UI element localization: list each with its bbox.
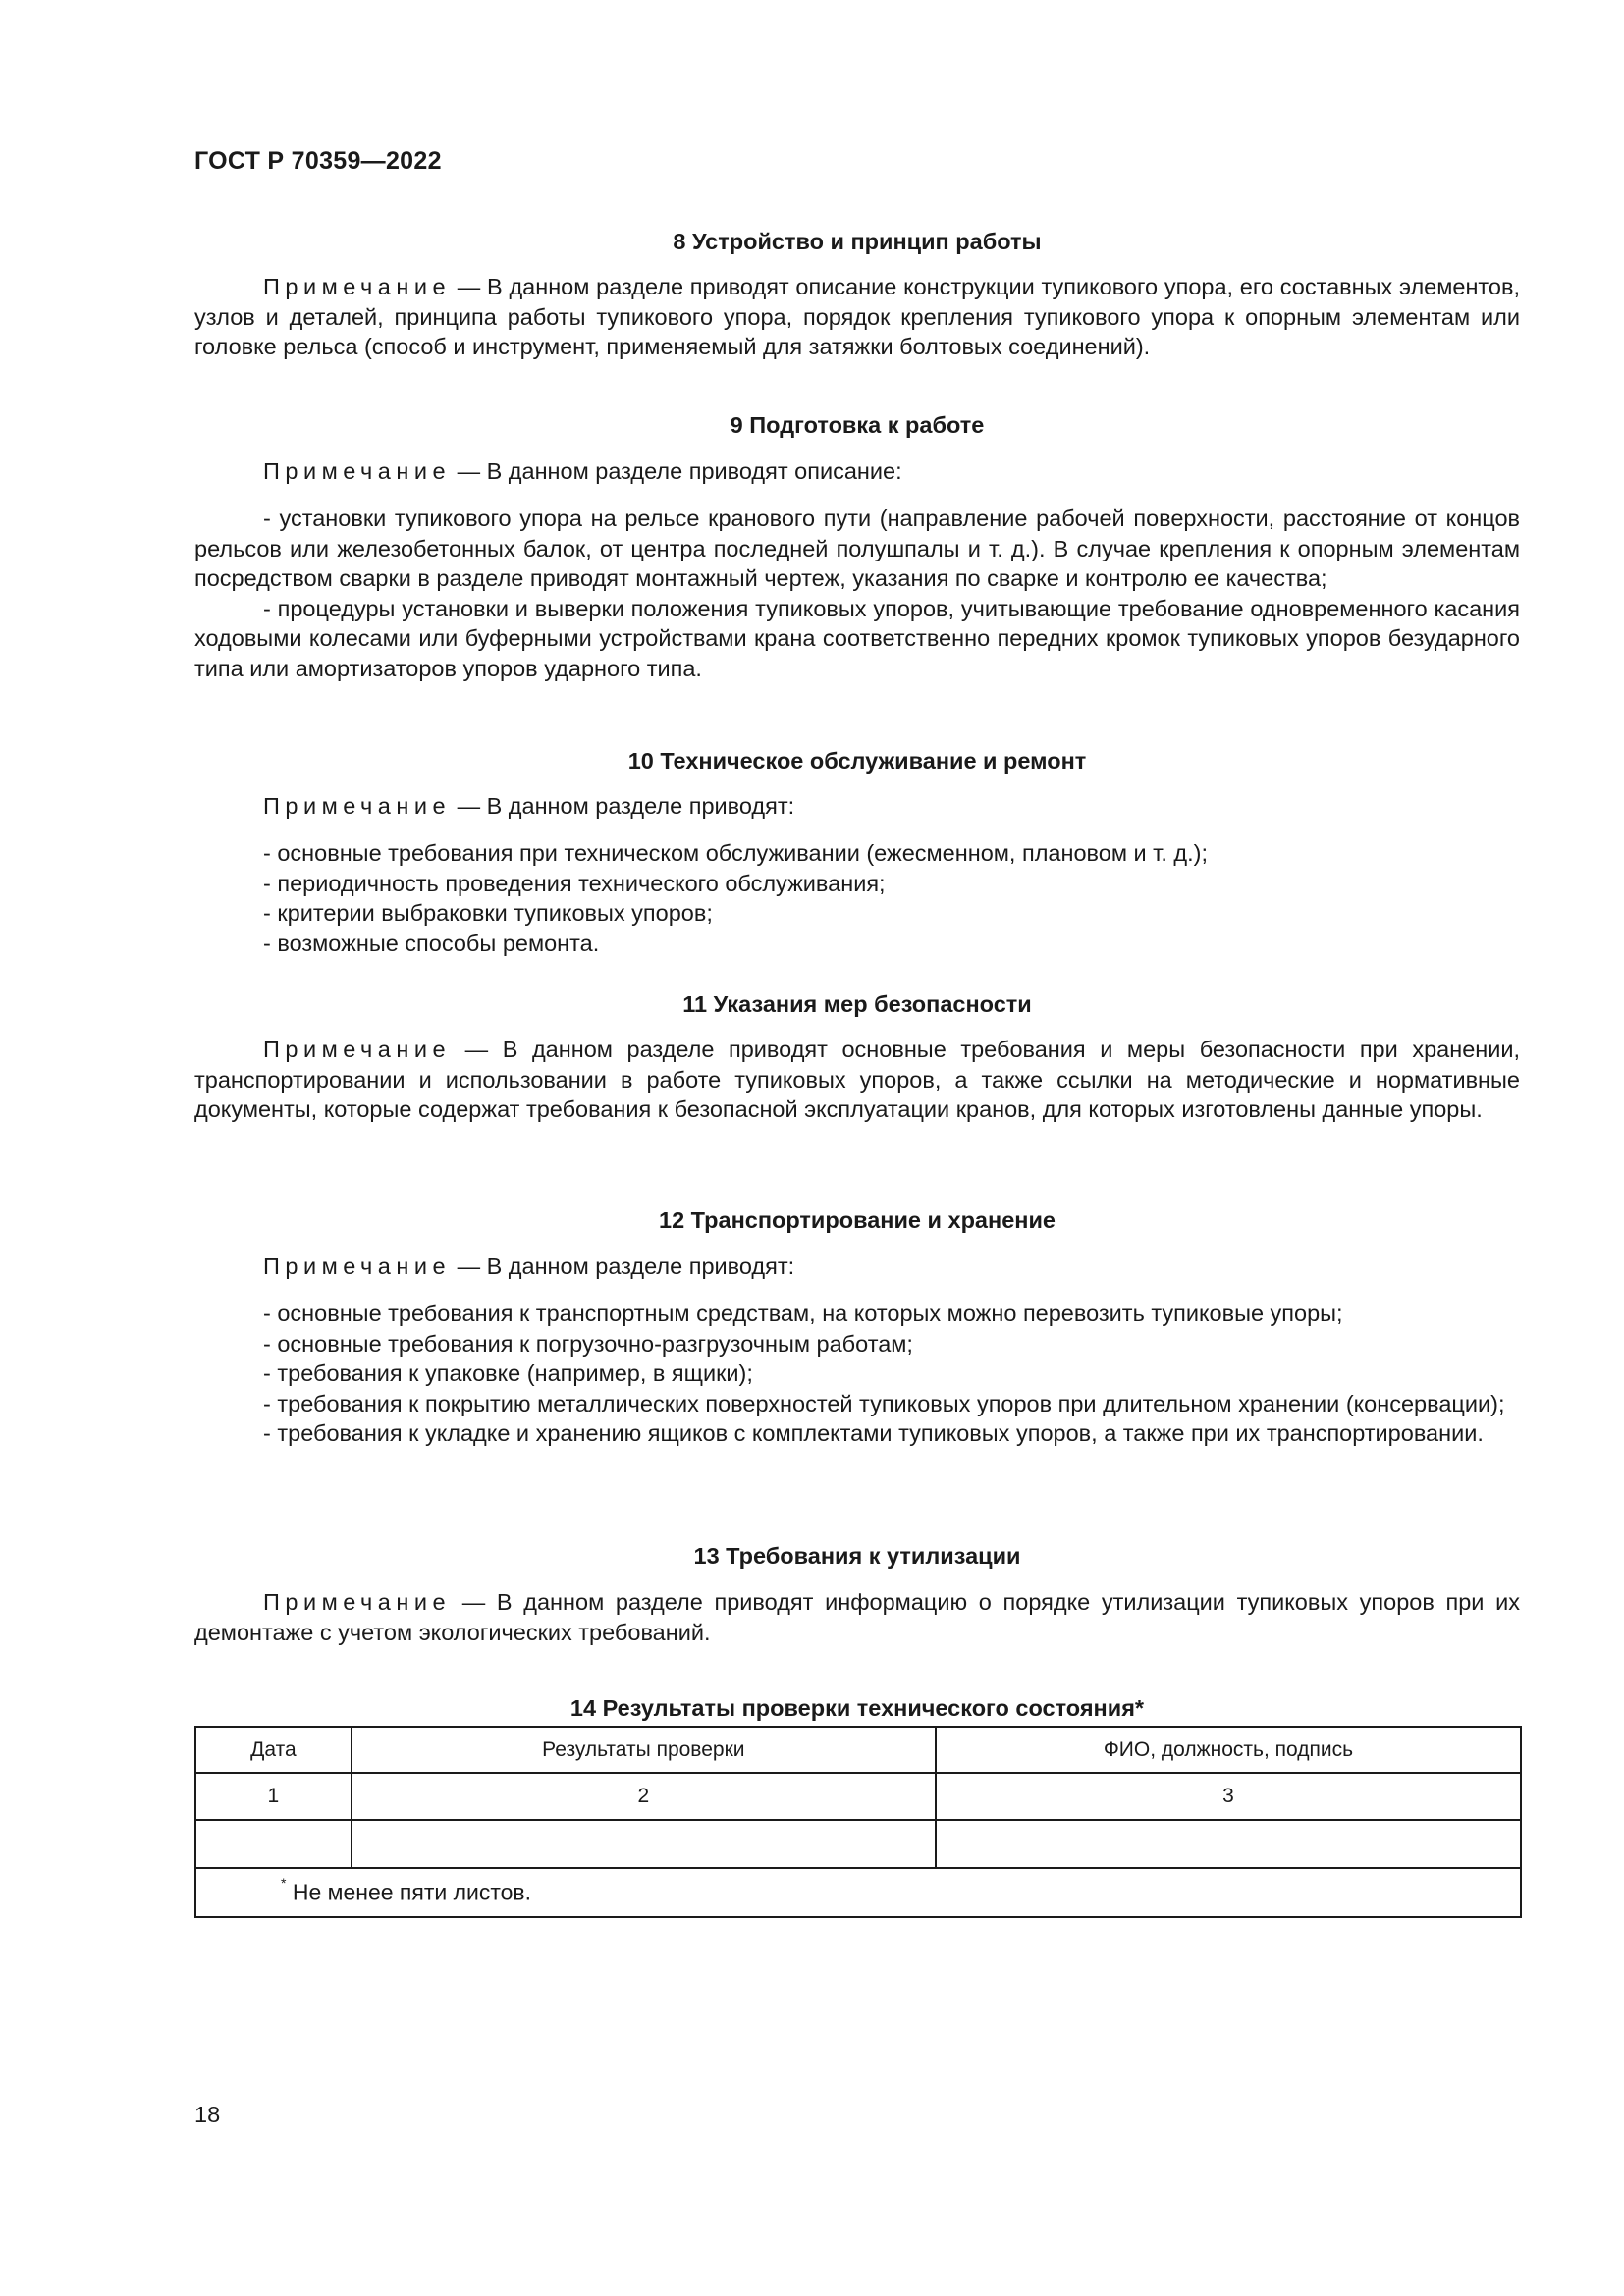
note-text: В данном разделе приводят основные требования и меры безопасности при хранении, транспортировании и использовании в работе тупиковых упоров, а также ссылки на методические и нормативные документы, которые содержат требования к безопасной эксплуатации кранов, для которых изготовлены данные упоры. <box>194 1037 1521 1122</box>
note-label: Примечание <box>263 274 452 299</box>
column-number: 3 <box>936 1773 1521 1820</box>
list-item: - основные требования при техническом обслуживании (ежесменном, плановом и т. д.); <box>263 840 1208 866</box>
note-label: Примечание <box>263 458 452 484</box>
list-item: - требования к покрытию металлических поверхностей тупиковых упоров при длительном хранении (консервации); <box>263 1390 1505 1416</box>
list-item: - требования к укладке и хранению ящиков с комплектами тупиковых упоров, а также при их транспортировании. <box>263 1420 1484 1446</box>
section-10-list <box>194 838 1520 958</box>
table-footnote-row <box>195 1868 1521 1917</box>
list-item: - критерии выбраковки тупиковых упоров; <box>263 900 713 926</box>
column-number: 1 <box>195 1773 352 1820</box>
table-cell <box>352 1820 936 1868</box>
page-number: 18 <box>194 2102 221 2127</box>
note-text: В данном разделе приводят информацию о порядке утилизации тупиковых упоров при их демонтаже с учетом экологических требований. <box>194 1589 1520 1645</box>
table-footnote <box>195 1868 1521 1917</box>
note-text: В данном разделе приводят: <box>486 1254 795 1279</box>
column-header: Результаты проверки <box>352 1727 936 1773</box>
list-item: - установки тупикового упора на рельсе кранового пути (направление рабочей поверхности, расстояние от концов рельсов или железобетонных балок, от центра последней полушпалы и т. д.). В случае крепления к опорным элементам посредством сварки в разделе приводят монтажный чертеж, указания по сварке и контролю ее качества; <box>194 506 1520 591</box>
note-label: Примечание <box>263 793 452 819</box>
column-number: 2 <box>352 1773 936 1820</box>
section-8-note <box>194 272 1520 362</box>
results-table <box>194 1726 1522 1918</box>
note-dash: — <box>457 793 481 819</box>
table-cell <box>936 1820 1521 1868</box>
list-item: - процедуры установки и выверки положения тупиковых упоров, учитывающие требование одновременного касания ходовыми колесами или буферными устройствами крана соответственно передних кромок тупиковых упоров безударного типа или амортизаторов упоров ударного типа. <box>194 595 1520 681</box>
table-cell <box>195 1820 352 1868</box>
list-item: - возможные способы ремонта. <box>263 930 600 956</box>
document-code: ГОСТ Р 70359—2022 <box>194 147 442 175</box>
section-10-note <box>194 791 1520 822</box>
section-13-title: 13 Требования к утилизации <box>693 1543 1021 1569</box>
list-item: - основные требования к транспортным средствам, на которых можно перевозить тупиковые упоры; <box>263 1301 1343 1326</box>
note-label: Примечание <box>263 1589 452 1615</box>
list-item: - основные требования к погрузочно-разгрузочным работам; <box>263 1330 913 1357</box>
table-row <box>195 1820 1521 1868</box>
section-10-title: 10 Техническое обслуживание и ремонт <box>627 748 1087 774</box>
note-text: В данном разделе приводят: <box>486 793 795 819</box>
section-9-list <box>194 504 1520 683</box>
table-header-row <box>195 1727 1521 1773</box>
note-text: В данном разделе приводят описание конструкции тупикового упора, его составных элементов, узлов и деталей, принципа работы тупикового упора, порядок крепления тупикового упора к опорным элементам или головке рельса (способ и инструмент, применяемый для затяжки болтовых соединений). <box>194 274 1521 359</box>
note-label: Примечание <box>263 1254 452 1279</box>
note-label: Примечание <box>263 1037 452 1062</box>
note-dash: — <box>461 1589 486 1615</box>
note-text: В данном разделе приводят описание: <box>486 458 902 484</box>
list-item: - периодичность проведения технического обслуживания; <box>263 870 886 896</box>
section-9-title: 9 Подготовка к работе <box>730 412 985 438</box>
note-dash: — <box>457 458 481 484</box>
section-13-note <box>194 1587 1520 1647</box>
table-number-row <box>195 1773 1521 1820</box>
column-header: ФИО, должность, подпись <box>936 1727 1521 1773</box>
section-12-title: 12 Транспортирование и хранение <box>659 1207 1056 1233</box>
section-9-note <box>194 456 1520 487</box>
footnote-text: Не менее пяти листов. <box>292 1879 532 1905</box>
section-12-note <box>194 1252 1520 1282</box>
note-dash: — <box>464 1037 489 1062</box>
section-11-title: 11 Указания мер безопасности <box>682 991 1032 1017</box>
section-14-title: 14 Результаты проверки технического состояния* <box>569 1695 1145 1721</box>
section-8-title: 8 Устройство и принцип работы <box>673 229 1042 254</box>
section-11-note <box>194 1035 1520 1125</box>
note-dash: — <box>457 1254 481 1279</box>
column-header: Дата <box>195 1727 352 1773</box>
list-item: - требования к упаковке (например, в ящики); <box>263 1361 753 1386</box>
footnote-mark: * <box>281 1875 287 1892</box>
note-dash: — <box>457 274 481 299</box>
section-12-list <box>194 1299 1520 1449</box>
